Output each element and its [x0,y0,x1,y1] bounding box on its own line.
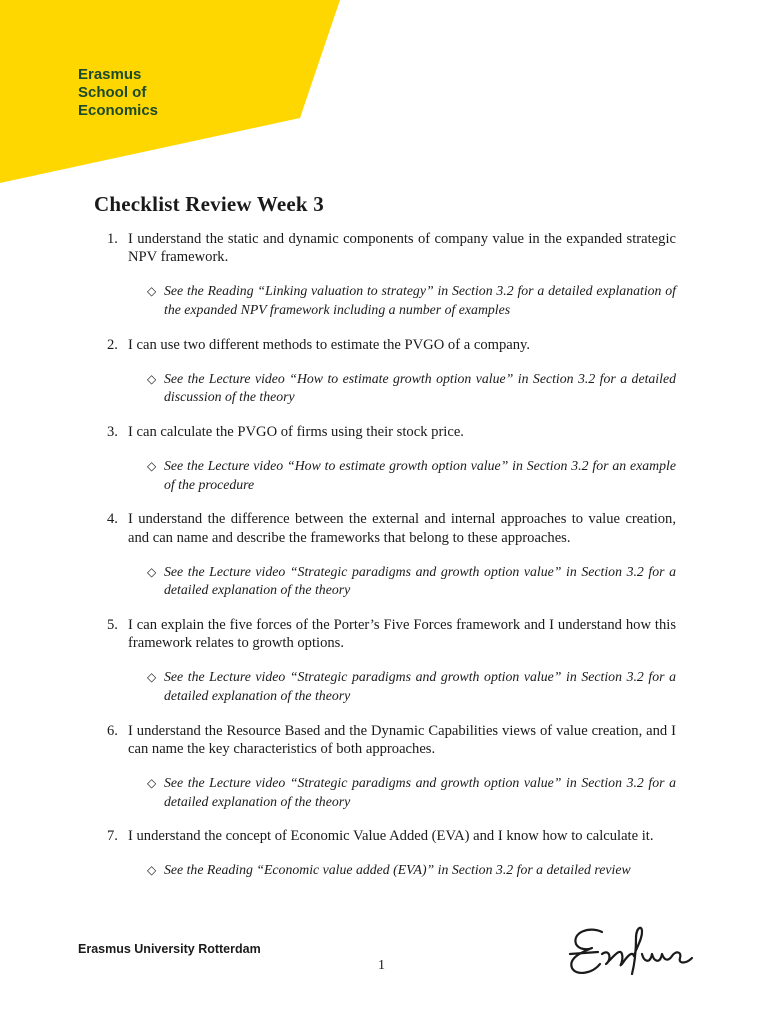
item-reference-note [147,457,676,494]
note-text: See the Reading “Economic value added (EVA)” in Section 3.2 for a detailed review [164,862,631,878]
note-text: See the Lecture video “How to estimate growth option value” in Section 3.2 for a detailed discussion of the theory [164,370,676,405]
item-reference-note [147,861,676,880]
yellow-banner-shape [0,0,340,183]
item-text: I can explain the five forces of the Porter’s Five Forces framework and I understand how this framework relates to growth options. [128,616,676,652]
item-number: 7. [107,828,118,845]
logo-line-1: Erasmus [78,66,142,83]
logo-line-2: School of [78,84,147,101]
checklist-item [94,423,676,494]
note-text: See the Reading “Linking valuation to strategy” in Section 3.2 for a detailed explanation of the expanded NPV framework including a number of examples [164,283,676,317]
item-reference-note [147,282,676,319]
note-text: See the Lecture video “Strategic paradigms and growth option value” in Section 3.2 for a detailed explanation of the theory [164,669,676,703]
checklist-item [94,510,676,600]
diamond-bullet-icon: ◇ [147,371,157,386]
diamond-bullet-icon: ◇ [147,564,157,579]
item-text: I understand the Resource Based and the Dynamic Capabilities views of value creation, and I can name the key characteristics of both approaches. [128,722,676,757]
checklist [94,230,676,880]
logo-line-3: Economics [78,102,159,119]
checklist-item [94,616,676,706]
item-number: 2. [107,336,118,353]
item-number: 6. [107,722,118,739]
checklist-item [94,230,676,320]
item-text: I can use two different methods to estimate the PVGO of a company. [128,336,531,353]
note-text: See the Lecture video “How to estimate growth option value” in Section 3.2 for an example of the procedure [164,458,676,492]
header-banner [0,0,340,185]
item-number: 5. [107,616,118,633]
item-text: I can calculate the PVGO of firms using their stock price. [128,423,464,440]
item-reference-note [147,774,676,811]
item-number: 4. [107,511,118,528]
item-text: I understand the static and dynamic components of company value in the expanded strategic NPV framework. [128,231,676,266]
erasmus-signature-icon [562,918,702,980]
item-reference-note [147,668,676,705]
item-text: I understand the difference between the external and internal approaches to value creation, and can name and describe the frameworks that belong to these approaches. [128,511,676,546]
page-number: 1 [378,958,385,973]
note-text: See the Lecture video “Strategic paradigms and growth option value” in Section 3.2 for a detailed explanation of the theory [164,774,676,809]
note-text: See the Lecture video “Strategic paradigms and growth option value” in Section 3.2 for a detailed explanation of the theory [164,563,676,598]
checklist-item [94,336,676,407]
item-reference-note [147,563,676,600]
diamond-bullet-icon: ◇ [147,459,157,474]
checklist-item [94,827,676,880]
item-number: 3. [107,423,118,440]
checklist-item [94,722,676,812]
page-title: Checklist Review Week 3 [94,192,324,216]
diamond-bullet-icon: ◇ [147,284,157,299]
diamond-bullet-icon: ◇ [147,670,157,685]
diamond-bullet-icon: ◇ [147,863,157,878]
item-text: I understand the concept of Economic Value Added (EVA) and I know how to calculate it. [128,828,654,845]
school-logo [78,66,158,120]
item-number: 1. [107,231,118,247]
diamond-bullet-icon: ◇ [147,775,157,790]
item-reference-note [147,370,676,407]
footer-university-name: Erasmus University Rotterdam [78,942,261,956]
